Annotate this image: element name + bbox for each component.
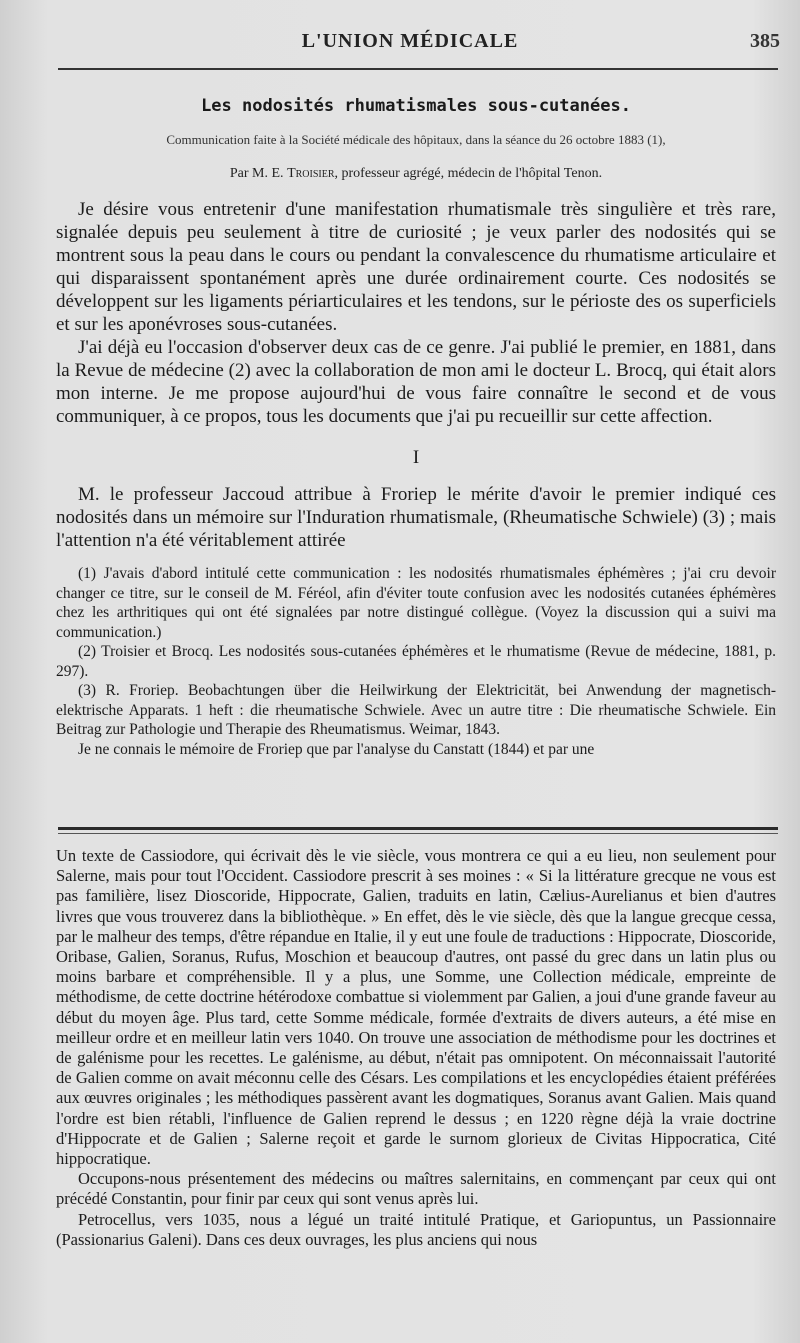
feuilleton bbox=[56, 846, 776, 1250]
article-body bbox=[56, 198, 776, 552]
page-header bbox=[40, 30, 780, 64]
page-number: 385 bbox=[750, 30, 780, 52]
author-prefix: Par M. E. bbox=[229, 166, 284, 181]
communication-note: Communication faite à la Société médicale des hôpitaux, dans la séance du 26 octobre 1883 (1), bbox=[166, 132, 666, 147]
footnote: (1) J'avais d'abord intitulé cette communication : les nodosités rhumatismales éphémères ; j'ai cru devoir changer ce titre, sur le conseil de M. Féréol, afin d'éviter toute confusion avec les nodosités cutanées éphémères chez les arthritiques qui ont été signalées par notre distingué collègue. (Voyez la discussion qui a suivi ma communication.) bbox=[56, 565, 776, 641]
article-title: Les nodosités rhumatismales sous-cutanées. bbox=[201, 96, 631, 116]
author-name: Troisier bbox=[287, 166, 335, 181]
header-rule bbox=[58, 68, 778, 70]
paragraph: J'ai déjà eu l'occasion d'observer deux cas de ce genre. J'ai publié le premier, en 1881, dans la Revue de médecine (2) avec la collaboration de mon ami le docteur L. Brocq, qui était alors mon interne. Je me propose aujourd'hui de vous faire connaître le second et de vous communiquer, à ce propos, tous les documents que j'ai pu recueillir sur cette affection. bbox=[56, 337, 776, 427]
paragraph: Je désire vous entretenir d'une manifestation rhumatismale très singulière et très rare, signalée depuis peu seulement à titre de curiosité ; je veux parler des nodosités qui se montrent sous la peau dans le cours ou pendant la convalescence du rhumatisme articulaire et qui disparaissent spontanément après une durée ordinairement courte. Ces nodosités se développent sur les ligaments périarticulaires et les tendons, sur le périoste des os superficiels et sur les aponévroses sous-cutanées. bbox=[56, 199, 776, 335]
feuilleton-paragraph: Petrocellus, vers 1035, nous a légué un traité intitulé Pratique, et Gariopuntus, un Passionnaire (Passionarius Galeni). Dans ces deux ouvrages, les plus anciens qui nous bbox=[56, 1209, 776, 1249]
footnote: Je ne connais le mémoire de Froriep que par l'analyse du Canstatt (1844) et par une bbox=[78, 740, 595, 758]
footnotes bbox=[56, 564, 776, 759]
author-suffix: , professeur agrégé, médecin de l'hôpital Tenon. bbox=[334, 166, 603, 181]
footnote: (2) Troisier et Brocq. Les nodosités sous-cutanées éphémères et le rhumatisme (Revue de médecine, 1881, p. 297). bbox=[56, 643, 776, 680]
feuilleton-rule-thin bbox=[58, 833, 778, 834]
paragraph: M. le professeur Jaccoud attribue à Froriep le mérite d'avoir le premier indiqué ces nodosités dans un mémoire sur l'Induration rhumatismale, (Rheumatische Schwiele) (3) ; mais l'attention n'a été véritablement attirée bbox=[56, 484, 776, 551]
footnote: (3) R. Froriep. Beobachtungen über die Heilwirkung der Elektricität, bei Anwendung der magnetisch-elektrische Apparats. 1 heft : die rheumatische Schwiele. Avec un autre titre : Die rheumatische Schwiele. Ein Beitrag zur Pathologie und Therapie des Rheumatismus. Weimar, 1843. bbox=[56, 682, 776, 738]
running-title: L'UNION MÉDICALE bbox=[301, 30, 519, 52]
article bbox=[56, 96, 776, 759]
feuilleton-paragraph: Un texte de Cassiodore, qui écrivait dès le vie siècle, vous montrera ce qui a eu lieu, non seulement pour Salerne, mais pour tout l'Occident. Cassiodore prescrit à ses moines : « Si la littérature grecque ne vous est pas familière, lisez Dioscoride, Hippocrate, Galien, traduits en latin, Cælius-Aurelianus et bien d'autres livres que vous trouverez dans la bibliothèque. » En effet, dès le vie siècle, dès que la langue grecque cessa, par le malheur des temps, d'être répandue en Italie, il y eut une foule de traductions : Hippocrate, Dioscoride, Oribase, Galien, Soranus, Rufus, Moschion et beaucoup d'autres, ont passé du grec dans un latin plus ou moins barbare et compréhensible. Il y a plus, une Somme, une Collection médicale, empreinte de méthodisme, de cette doctrine hétérodoxe combattue si violemment par Galien, a joui d'une grande faveur au début du moyen âge. Plus tard, cette Somme médicale, formée d'extraits de divers auteurs, a été mise en meilleur ordre et en meilleur latin vers 1040. On trouve une association de méthodisme pour les doctrines et de galénisme pour les recettes. Le galénisme, au début, n'était pas omnipotent. On méconnaissait l'autorité de Galien comme on avait méconnu celle des Césars. Les compilations et les encyclopédies étaient préférées aux œuvres originales ; les méthodiques passèrent avant les dogmatiques, Soranus avant Galien. Mais quand l'ordre est bien rétabli, l'influence de Galien reprend le dessus ; en 1220 règne déjà la vraie doctrine d'Hippocrate et de Galien ; Salerne reçoit et garde le surnom glorieux de Civitas Hippocratica, Cité hippocratique. bbox=[56, 846, 776, 1169]
feuilleton-rule bbox=[58, 827, 778, 830]
feuilleton-paragraph: Occupons-nous présentement des médecins ou maîtres salernitains, en commençant par ceux qui ont précédé Constantin, pour finir par ceux qui sont venus après lui. bbox=[56, 1169, 776, 1209]
section-number: I bbox=[412, 447, 420, 468]
author-line bbox=[56, 166, 776, 182]
